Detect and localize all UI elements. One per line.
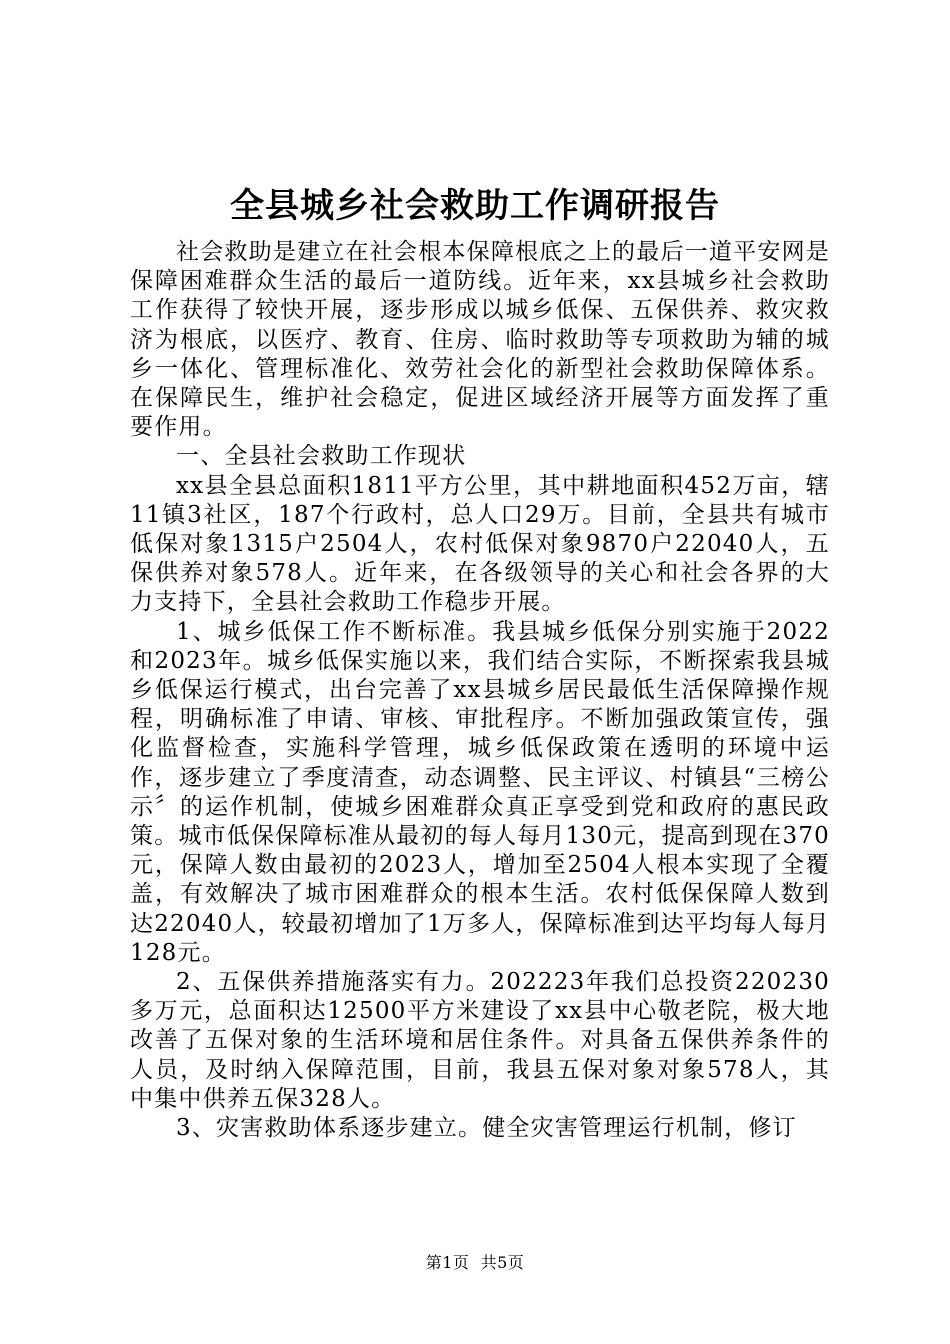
document-body — [130, 238, 830, 1143]
page-footer — [0, 1252, 950, 1274]
paragraph-county-overview: xx县全县总面积1811平方公里，其中耕地面积452万亩，辖11镇3社区，187个行政村，总人口29万。目前，全县共有城市低保对象1315户2504人，农村低保对象9870户22040人，五保供养对象578人。近年来，在各级领导的关心和社会各界的大力支持下，全县社会救助工作稳步开展。 — [130, 472, 830, 616]
document-title: 全县城乡社会救助工作调研报告 — [230, 186, 720, 226]
paragraph-intro: 社会救助是建立在社会根本保障根底之上的最后一道平安网是保障困难群众生活的最后一道防线。近年来，xx县城乡社会救助工作获得了较快开展，逐步形成以城乡低保、五保供养、救灾救济为根底，以医疗、教育、住房、临时救助等专项救助为辅的城乡一体化、管理标准化、效劳社会化的新型社会救助保障体系。在保障民生，维护社会稳定，促进区域经济开展等方面发挥了重要作用。 — [130, 239, 830, 441]
page-number: 第1页 — [425, 1253, 470, 1272]
page-total: 共5页 — [480, 1253, 525, 1272]
paragraph-five-guarantees: 2、五保供养措施落实有力。202223年我们总投资220230多万元，总面积达12500平方米建设了xx县中心敬老院，极大地改善了五保对象的生活环境和居住条件。对具备五保供养条件的人员，及时纳入保障范围，目前，我县五保对象对象578人，其中集中供养五保328人。 — [130, 969, 830, 1112]
section-heading-status: 一、全县社会救助工作现状 — [176, 443, 467, 470]
paragraph-disaster-relief: 3、灾害救助体系逐步建立。健全灾害管理运行机制，修订 — [176, 1115, 797, 1142]
paragraph-minimum-living-guarantee: 1、城乡低保工作不断标准。我县城乡低保分别实施于2022和2023年。城乡低保实施以来，我们结合实际，不断探索我县城乡低保运行模式，出台完善了xx县城乡居民最低生活保障操作规程，明确标准了申请、审核、审批程序。不断加强政策宣传，强化监督检查，实施科学管理，城乡低保政策在透明的环境中运作，逐步建立了季度清查，动态调整、民主评议、村镇县“三榜公示〞的运作机制，使城乡困难群众真正享受到党和政府的惠民政策。城市低保保障标准从最初的每人每月130元，提高到现在370元，保障人数由最初的2023人，增加至2504人根本实现了全覆盖，有效解决了城市困难群众的根本生活。农村低保保障人数到达22040人，较最初增加了1万多人，保障标准到达平均每人每月128元。 — [130, 618, 830, 966]
